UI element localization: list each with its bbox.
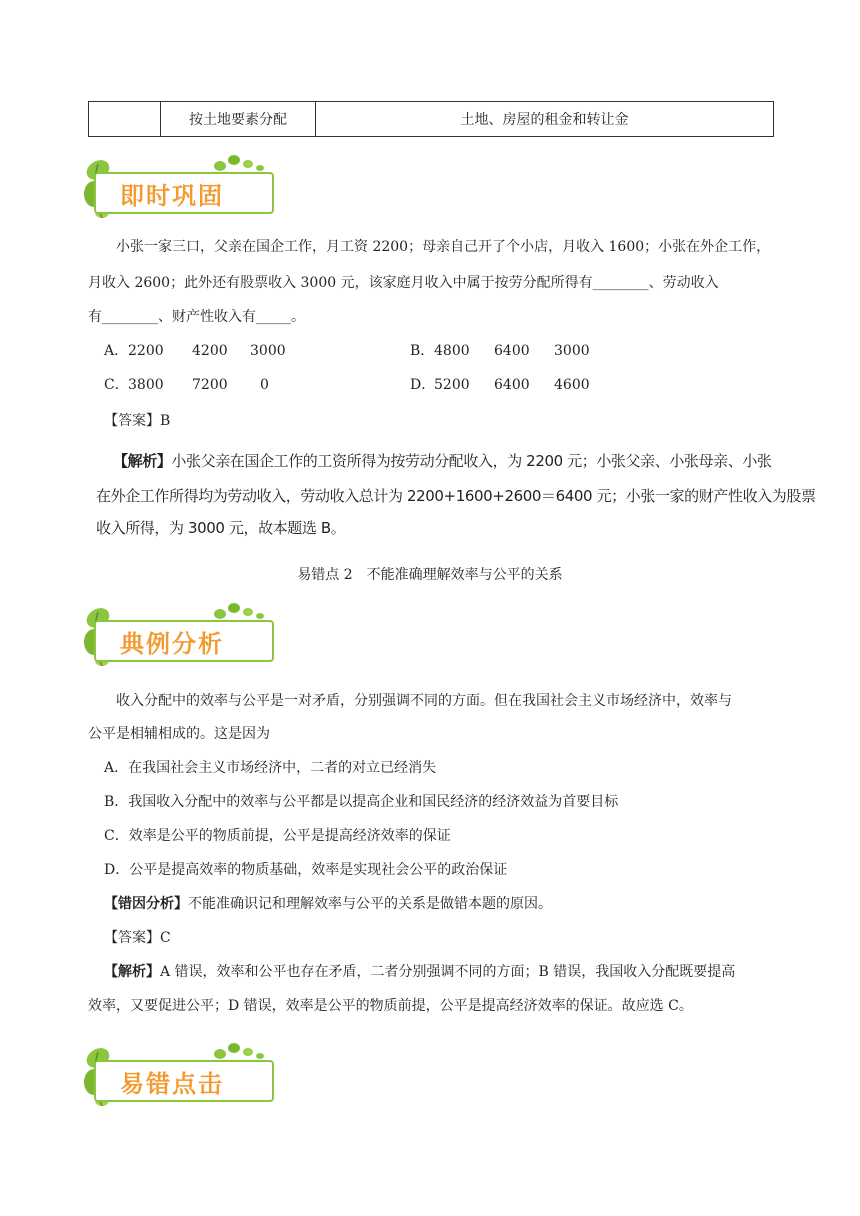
option-a-label: A．: [104, 343, 129, 359]
option-b-value-3: 3000: [554, 343, 590, 359]
option-b-label: B．: [410, 343, 435, 359]
analysis-label: 【解析】: [104, 964, 160, 980]
q2-error-analysis: [104, 887, 804, 921]
q1-analysis-line3: 收入所得，为 3000 元，故本题选 B。: [96, 519, 346, 537]
banner-consolidation: [80, 150, 280, 220]
q1-analysis-line1: [113, 444, 813, 478]
q1-answer: 【答案】B: [104, 413, 171, 429]
q1-options-row-2: [104, 375, 784, 395]
banner-title: 典例分析: [120, 630, 224, 658]
q1-line1: 小张一家三口，父亲在国企工作，月工资 2200；母亲自己开了个小店，月收入 1600；小张在外企工作，: [116, 239, 771, 255]
banner-title: 即时巩固: [120, 182, 224, 210]
q2-analysis-line1: [104, 955, 804, 989]
q2-analysis-line2: 效率，又要促进公平；D 错误，效率是公平的物质前提，公平是提高经济效率的保证。故应选 C。: [88, 998, 693, 1014]
option-a-value-2: 4200: [192, 343, 228, 359]
distribution-table-row: [88, 101, 774, 137]
error-analysis-text: 不能准确识记和理解效率与公平的关系是做错本题的原因。: [188, 896, 552, 912]
option-d-label: D．: [410, 377, 436, 393]
q2-answer: 【答案】C: [104, 930, 171, 946]
q1-line3: 有________、财产性收入有_____。: [88, 309, 305, 325]
banner-title: 易错点击: [120, 1070, 224, 1098]
table-cell-description: 土地、房屋的租金和转让金: [460, 112, 629, 128]
section-heading: 易错点 2 不能准确理解效率与公平的关系: [297, 567, 563, 583]
q1-options-row-1: [104, 341, 784, 361]
option-d-value-2: 6400: [494, 377, 530, 393]
analysis-text: A 错误，效率和公平也存在矛盾，二者分别强调不同的方面；B 错误，我国收入分配既要提高: [160, 964, 736, 980]
option-a-value-3: 3000: [250, 343, 286, 359]
banner-common-mistakes: [80, 1038, 280, 1108]
q2-option-a: A．在我国社会主义市场经济中，二者的对立已经消失: [104, 760, 437, 776]
option-c-value-3: 0: [260, 377, 269, 393]
q2-line2: 公平是相辅相成的。这是因为: [88, 726, 270, 742]
option-c-label: C．: [104, 377, 129, 393]
option-c-value-2: 7200: [192, 377, 228, 393]
q2-option-c: C．效率是公平的物质前提，公平是提高经济效率的保证: [104, 828, 451, 844]
option-d-value-3: 4600: [554, 377, 590, 393]
q1-line2: 月收入 2600；此外还有股票收入 3000 元，该家庭月收入中属于按劳分配所得有________、劳动收入: [88, 275, 719, 291]
q2-option-d: D．公平是提高效率的物质基础，效率是实现社会公平的政治保证: [104, 862, 508, 878]
option-b-value-2: 6400: [494, 343, 530, 359]
analysis-text: 小张父亲在国企工作的工资所得为按劳动分配收入，为 2200 元；小张父亲、小张母亲、小张: [171, 452, 772, 470]
option-a-value-1: 2200: [128, 343, 164, 359]
banner-example-analysis: [80, 598, 280, 668]
option-c-value-1: 3800: [128, 377, 164, 393]
option-d-value-1: 5200: [434, 377, 470, 393]
error-analysis-label: 【错因分析】: [104, 896, 188, 912]
table-cell-method: 按土地要素分配: [161, 102, 316, 136]
option-b-value-1: 4800: [434, 343, 470, 359]
q2-line1: 收入分配中的效率与公平是一对矛盾，分别强调不同的方面。但在我国社会主义市场经济中，效率与: [116, 693, 732, 709]
q1-analysis-line2: 在外企工作所得均为劳动收入，劳动收入总计为 2200+1600+2600＝6400 元；小张一家的财产性收入为股票: [96, 487, 816, 505]
analysis-label: 【解析】: [113, 452, 172, 470]
table-cell-empty: [89, 102, 161, 136]
q2-option-b: B．我国收入分配中的效率与公平都是以提高企业和国民经济的经济效益为首要目标: [104, 794, 619, 810]
